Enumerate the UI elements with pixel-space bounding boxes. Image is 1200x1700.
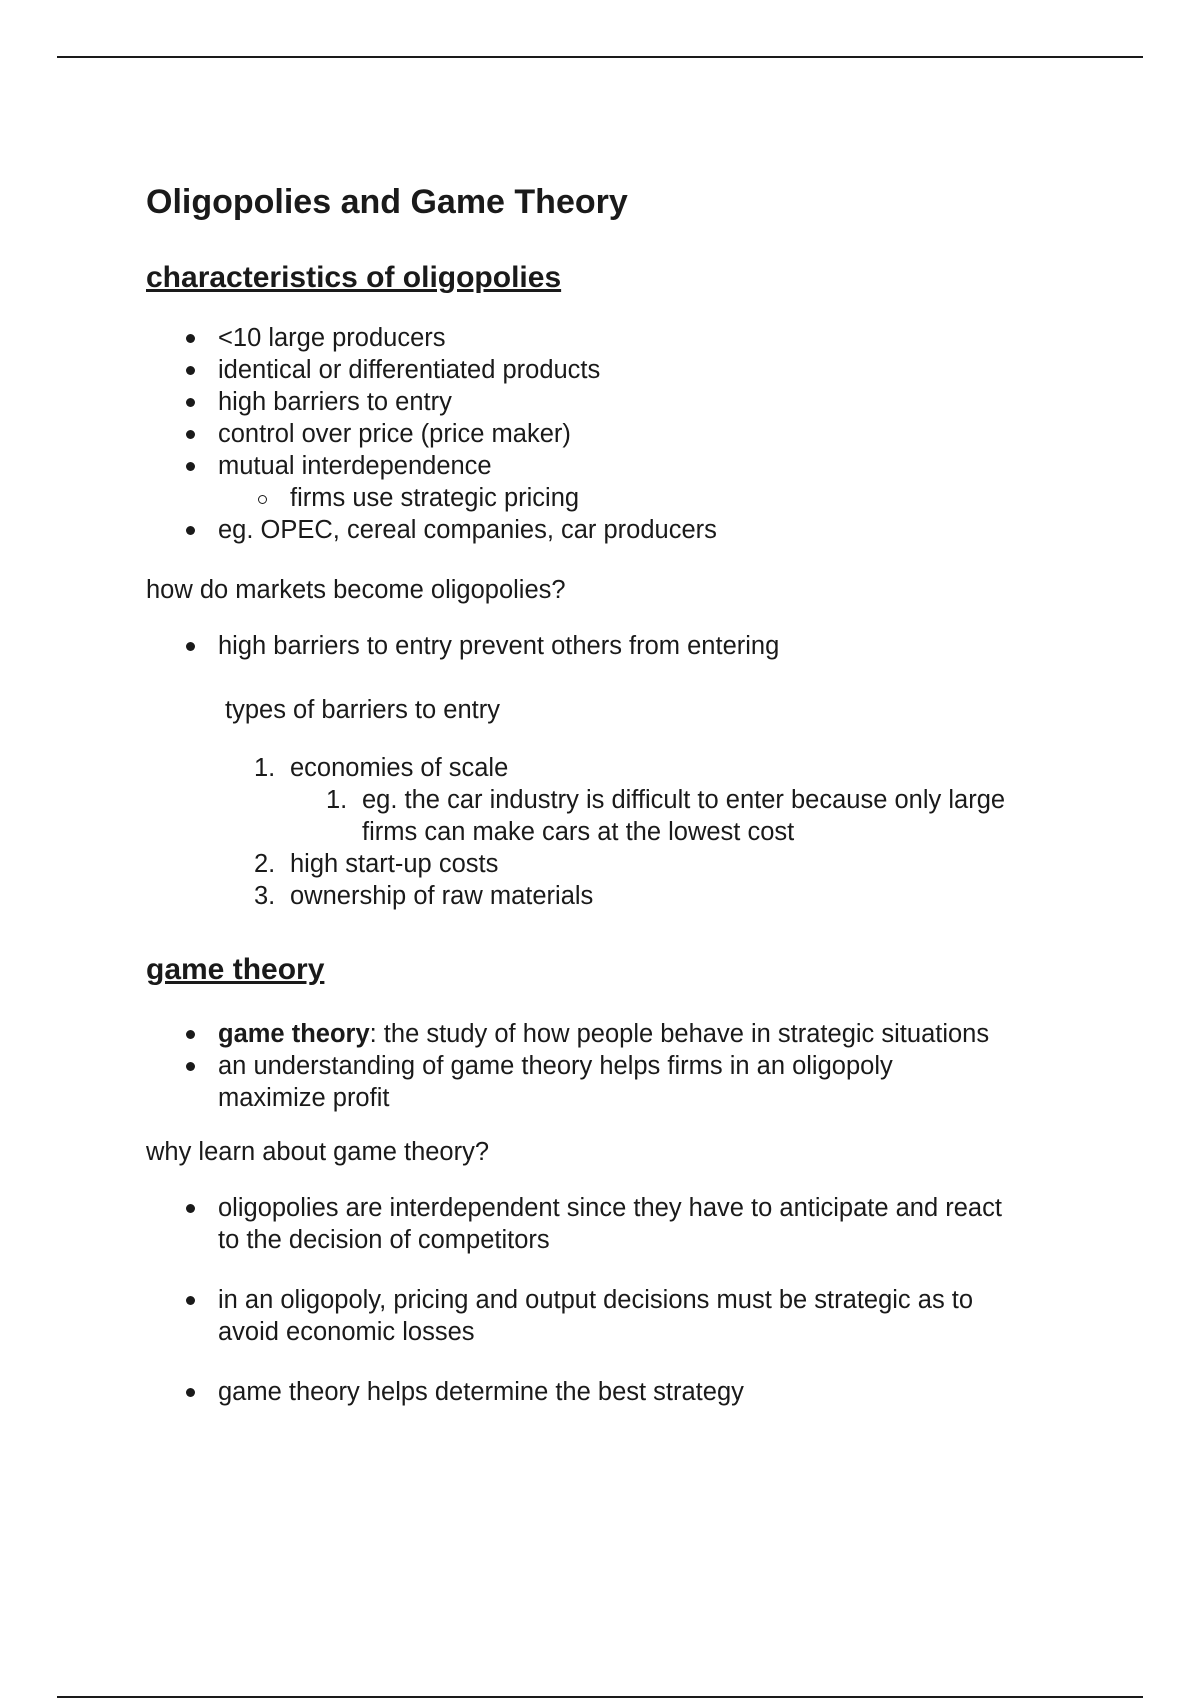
bullet-dot [186, 1388, 195, 1397]
list-item: eg. OPEC, cereal companies, car producers [218, 516, 717, 544]
bullet-dot [186, 334, 195, 343]
list-item: control over price (price maker) [218, 420, 571, 448]
bullet-dot [186, 1062, 195, 1071]
list-item: game theory helps determine the best strategy [218, 1378, 744, 1406]
list-item: an understanding of game theory helps firms in an oligopoly [218, 1052, 893, 1080]
list-item: high barriers to entry prevent others from entering [218, 632, 780, 660]
bullet-dot [186, 526, 195, 535]
sub-list-item-continued: firms can make cars at the lowest cost [362, 818, 795, 846]
bullet-dot [186, 1296, 195, 1305]
bullet-dot [186, 398, 195, 407]
bottom-rule [57, 1696, 1143, 1698]
definition-item [218, 1018, 989, 1050]
page-title: Oligopolies and Game Theory [146, 183, 628, 221]
list-item: identical or differentiated products [218, 356, 601, 384]
list-item-continued: avoid economic losses [218, 1318, 475, 1346]
list-item: high barriers to entry [218, 388, 452, 416]
sub-list-item: firms use strategic pricing [290, 484, 580, 512]
list-item-continued: maximize profit [218, 1084, 390, 1112]
sub-bullet-circle [258, 495, 267, 504]
bullet-dot [186, 642, 195, 651]
list-number: 1. [326, 786, 348, 814]
bullet-dot [186, 366, 195, 375]
list-item: oligopolies are interdependent since they have to anticipate and react [218, 1194, 1002, 1222]
list-item: high start-up costs [290, 850, 499, 878]
top-rule [57, 56, 1143, 58]
list-item: <10 large producers [218, 324, 446, 352]
list-number: 3. [254, 882, 276, 910]
list-number: 1. [254, 754, 276, 782]
list-item: mutual interdependence [218, 452, 492, 480]
list-item-continued: to the decision of competitors [218, 1226, 550, 1254]
question-how-markets: how do markets become oligopolies? [146, 576, 566, 604]
bullet-dot [186, 462, 195, 471]
list-number: 2. [254, 850, 276, 878]
definition-term: game theory [218, 1020, 370, 1048]
question-why-learn: why learn about game theory? [146, 1138, 490, 1166]
barriers-label: types of barriers to entry [225, 696, 500, 724]
list-item: ownership of raw materials [290, 882, 594, 910]
list-item: in an oligopoly, pricing and output decisions must be strategic as to [218, 1286, 974, 1314]
bullet-dot [186, 1204, 195, 1213]
bullet-dot [186, 430, 195, 439]
bullet-dot [186, 1030, 195, 1039]
sub-list-item: eg. the car industry is difficult to enter because only large [362, 786, 1006, 814]
definition-text: : the study of how people behave in strategic situations [369, 1020, 990, 1048]
section-heading-characteristics: characteristics of oligopolies [146, 261, 562, 294]
section-heading-game-theory: game theory [146, 953, 325, 986]
list-item: economies of scale [290, 754, 509, 782]
